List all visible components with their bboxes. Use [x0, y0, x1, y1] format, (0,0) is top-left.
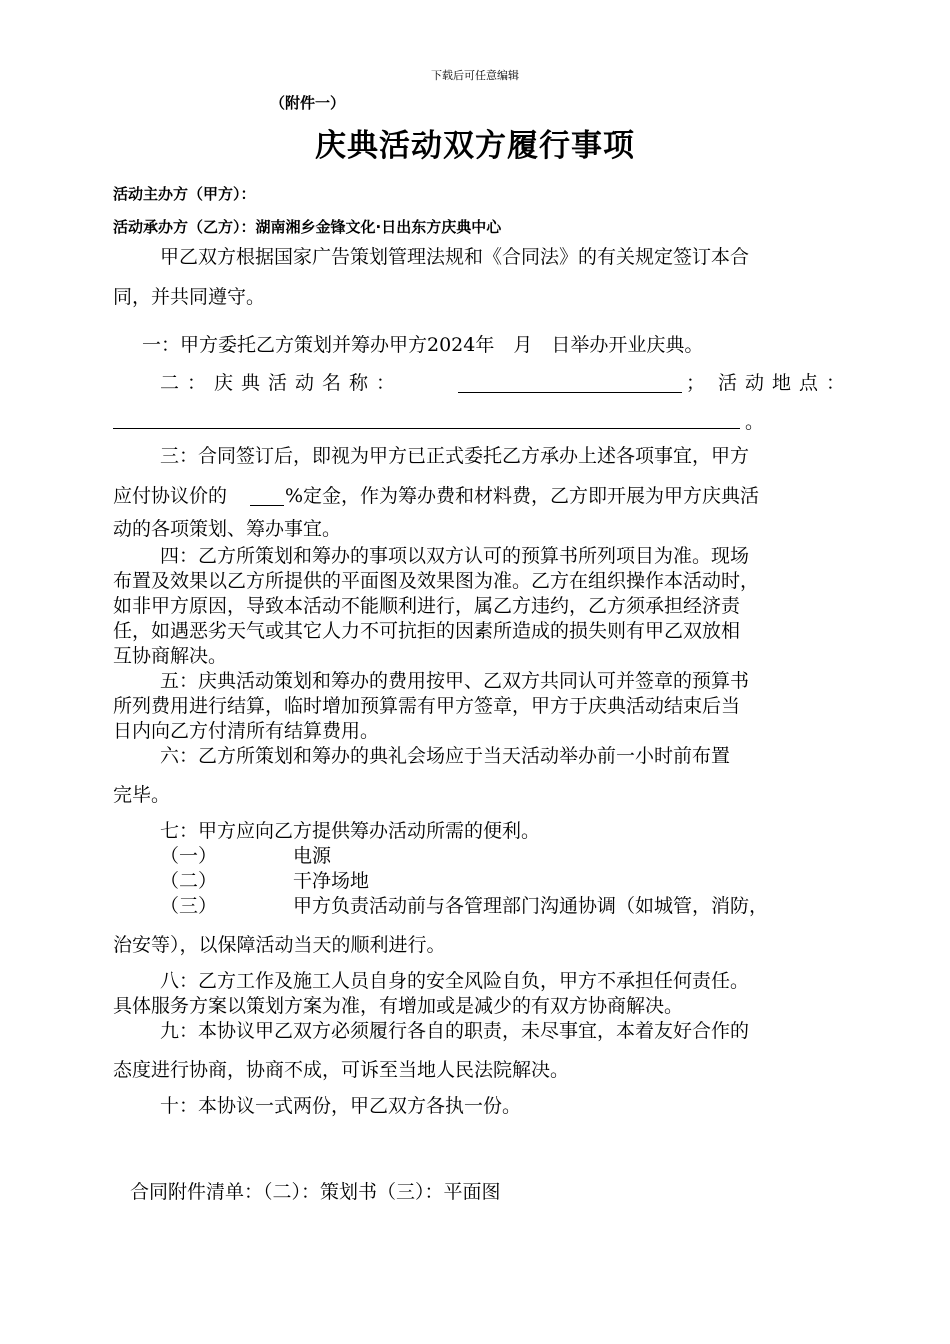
attachment-label: （附件一） [270, 94, 346, 112]
deposit-percent-blank[interactable] [250, 484, 284, 506]
item-7-sub-3-num: （三） [160, 895, 218, 917]
item-7-sub-1-num: （一） [160, 845, 218, 867]
item-5-line-3: 日内向乙方付清所有结算费用。 [113, 720, 380, 742]
item-8-line-1: 八：乙方工作及施工人员自身的安全风险自负，甲方不承担任何责任。 [160, 970, 750, 992]
item-7-sub-2-num: （二） [160, 870, 218, 892]
item-3-line-3: 动的各项策划、筹办事宜。 [113, 518, 342, 540]
item-5-line-2: 所列费用进行结算，临时增加预算需有甲方签章，甲方于庆典活动结束后当 [113, 695, 741, 717]
item-3-line-1: 三：合同签订后，即视为甲方已正式委托乙方承办上述各项事宜，甲方 [160, 445, 750, 467]
item-8-line-2: 具体服务方案以策划方案为准，有增加或是减少的有双方协商解决。 [113, 995, 684, 1017]
item-1: 一：甲方委托乙方策划并筹办甲方2024年 月 日举办开业庆典。 [142, 334, 704, 356]
item-4-line-5: 互协商解决。 [113, 645, 228, 667]
header-note: 下载后可任意编辑 [431, 69, 519, 82]
item-4-line-2: 布置及效果以乙方所提供的平面图及效果图为准。乙方在组织操作本活动时， [113, 570, 760, 592]
item-9-line-2: 态度进行协商，协商不成，可诉至当地人民法院解决。 [113, 1059, 570, 1081]
item-4-line-3: 如非甲方原因，导致本活动不能顺利进行，属乙方违约，乙方须承担经济责 [113, 595, 741, 617]
item-2-semicolon: ； [686, 372, 706, 394]
item-7-sub-1-text: 电源 [293, 845, 332, 867]
party-b-label: 活动承办方（乙方）：湖南湘乡金锋文化·日出东方庆典中心 [113, 218, 502, 236]
item-7-line-end: 治安等），以保障活动当天的顺利进行。 [113, 934, 446, 956]
item-2-end: 。 [745, 411, 765, 433]
party-a-label: 活动主办方（甲方）： [113, 185, 256, 203]
item-4-line-1: 四：乙方所策划和筹办的事项以双方认可的预算书所列项目为准。现场 [160, 545, 750, 567]
activity-name-blank[interactable] [458, 371, 682, 393]
intro-line-2: 同，并共同遵守。 [113, 286, 266, 308]
document-title: 庆典活动双方履行事项 [315, 128, 635, 164]
item-7-line-1: 七：甲方应向乙方提供筹办活动所需的便利。 [160, 820, 541, 842]
item-7-sub-2-text: 干净场地 [293, 870, 370, 892]
item-2-location-label: 活动地点： [718, 372, 854, 394]
item-6-line-2: 完毕。 [113, 784, 171, 806]
item-7-sub-3-text: 甲方负责活动前与各管理部门沟通协调（如城管，消防， [293, 895, 769, 917]
activity-location-blank[interactable] [113, 407, 740, 429]
item-5-line-1: 五：庆典活动策划和筹办的费用按甲、乙双方共同认可并签章的预算书 [160, 670, 750, 692]
item-6-line-1: 六：乙方所策划和筹办的典礼会场应于当天活动举办前一小时前布置 [160, 745, 731, 767]
item-4-line-4: 任，如遇恶劣天气或其它人力不可抗拒的因素所造成的损失则有甲乙双放相 [113, 620, 741, 642]
attachments-list: 合同附件清单：（二）：策划书（三）：平面图 [130, 1181, 501, 1203]
item-2-label: 二：庆典活动名称： [160, 372, 404, 394]
item-10: 十：本协议一式两份，甲乙双方各执一份。 [160, 1095, 522, 1117]
item-3-line-2-start: 应付协议价的 [113, 485, 228, 507]
item-9-line-1: 九：本协议甲乙双方必须履行各自的职责，未尽事宜，本着友好合作的 [160, 1020, 750, 1042]
intro-line-1: 甲乙双方根据国家广告策划管理法规和《合同法》的有关规定签订本合 [160, 246, 750, 268]
item-3-line-2-end: %定金，作为筹办费和材料费，乙方即开展为甲方庆典活 [285, 485, 760, 507]
